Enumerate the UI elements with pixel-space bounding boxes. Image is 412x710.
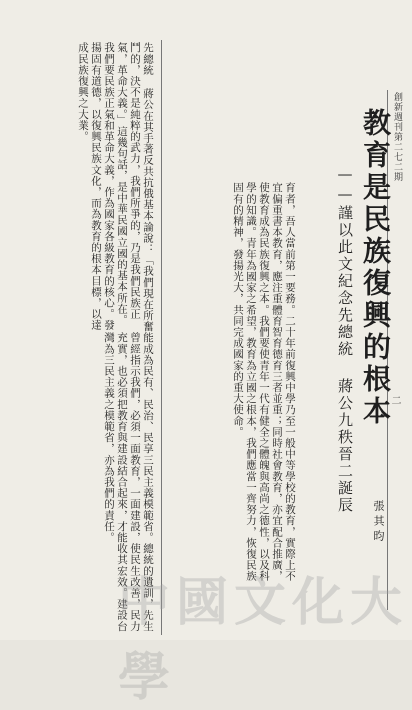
author-name: 張其昀 [372, 500, 385, 545]
body-column-upper: 先總統 蔣公在其手著反共抗俄基本論說：「我們現在所奮鬥的，決不是純粹的武力，我們所爭的，乃是我們民族正氣，革命大義。」這幾句話，是中華民國立國的基本所在。我們要民族正氣和革命大義，作為國家各級教育的核心。發揚固有道德，以復興民族文化，而為教育的根本目標，以達成民族復興之大業。 [77, 42, 154, 333]
article-subtitle: ——謹以此文紀念先總統 蔣公九秩晉二誕辰 [336, 165, 354, 514]
article-title: 教育是民族復興的根本 [359, 108, 392, 428]
body-column-right: 育者，吾人當前第一要務。二十年前復興中學乃至一般中等學校的教育，實際上不宜偏重書本教育，應注重體育智育德育三者並重；同時社會教育，亦宜配合推廣，使教育成為民族復興之本。我們要使青年一代有健全之體魄與高尚之德性，以及科學的知識。青年為國家之希望，教育為立國之根本，我們應當一齊努力，恢復民族固有的精神，發揚光大，共同完成國家的重大使命。 [232, 182, 296, 582]
page-number: 二 [389, 395, 400, 405]
journal-issue-label: 創新週刊第二七二期 [392, 92, 402, 182]
body-column-lower: 能成為民有、民治、民享三民主義模範省。總統的遺訓，先生曾經指示我們，必須一面教育，一面建設，使民生改善，民力充實，也必須把教育與建設結合起來，才能收其宏效。建設台灣為三民主義之模範省，亦為我們的責任。 [103, 332, 154, 632]
watermark-logo: 中國文化大學 [118, 573, 409, 708]
column-divider [161, 40, 162, 635]
